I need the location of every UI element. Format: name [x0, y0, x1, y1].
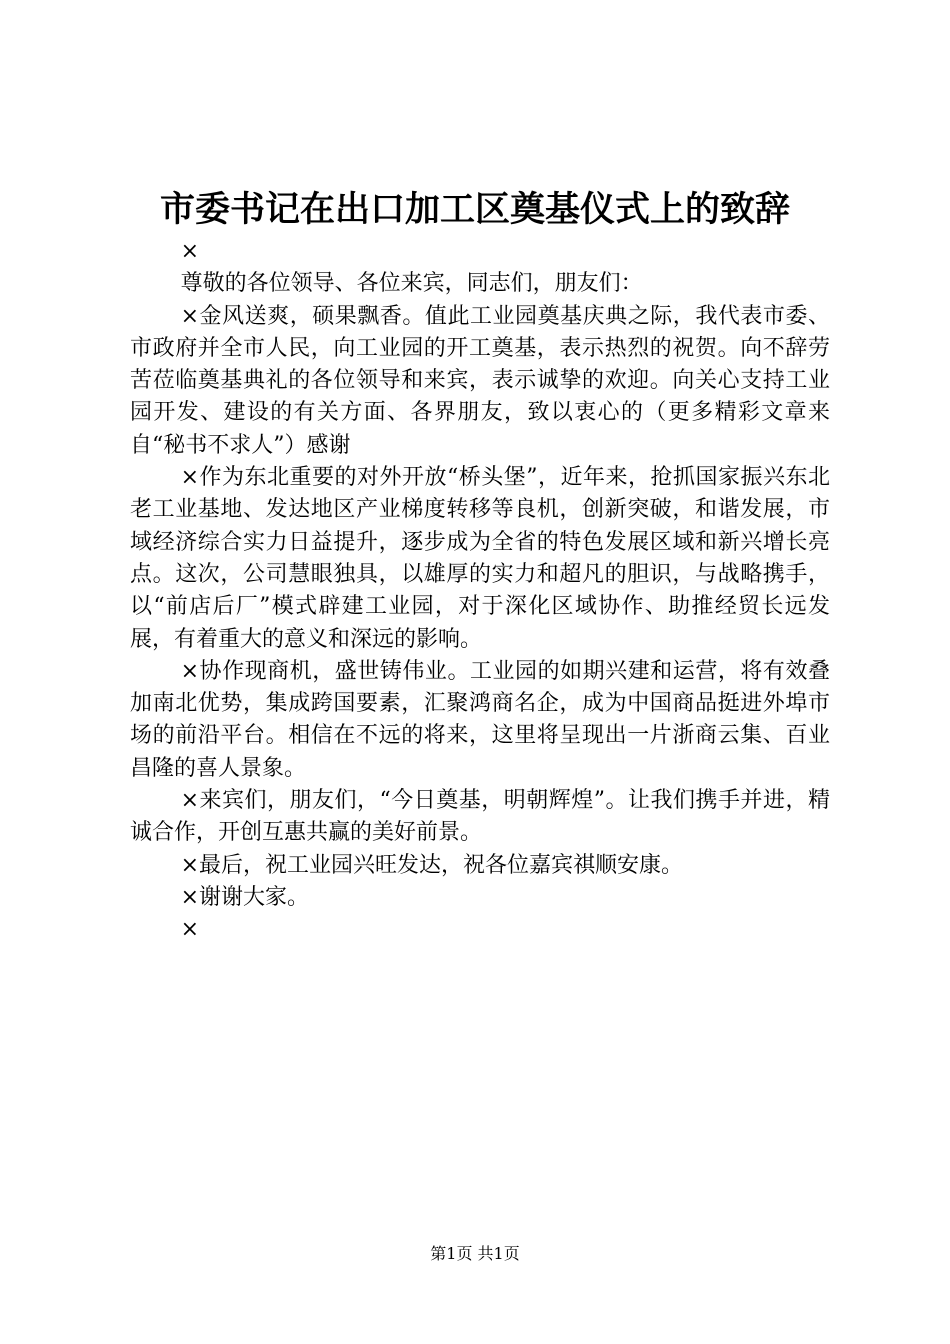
body-paragraph: ×协作现商机，盛世铸伟业。工业园的如期兴建和运营，将有效叠加南北优势，集成跨国要素，汇聚鸿商名企，成为中国商品挺进外埠市场的前沿平台。相信在不远的将来，这里将呈现出一片浙商云集、百业昌隆的喜人景象。	[130, 658, 830, 781]
closing-paragraph: ×谢谢大家。	[180, 884, 310, 910]
page-number-footer: 第1页 共1页	[430, 1244, 520, 1263]
body-paragraph: ×最后，祝工业园兴旺发达，祝各位嘉宾祺顺安康。	[180, 852, 684, 878]
body-paragraph: ×作为东北重要的对外开放“桥头堡”，近年来，抢抓国家振兴东北老工业基地、发达地区产业梯度转移等良机，创新突破，和谐发展，市域经济综合实力日益提升，逐步成为全省的特色发展区域和新兴增长亮点。这次，公司慧眼独具，以雄厚的实力和超凡的胆识，与战略携手，以“前店后厂”模式辟建工业园，对于深化区域协作、助推经贸长远发展，有着重大的意义和深远的影响。	[130, 465, 830, 652]
document-title: 市委书记在出口加工区奠基仪式上的致辞	[159, 189, 790, 230]
body-paragraph: ×来宾们，朋友们，“今日奠基，明朝辉煌”。让我们携手并进，精诚合作，开创互惠共赢的美好前景。	[130, 788, 830, 846]
body-paragraph: ×金风送爽，硕果飘香。值此工业园奠基庆典之际，我代表市委、市政府并全市人民，向工业园的开工奠基，表示热烈的祝贺。向不辞劳苦莅临奠基典礼的各位领导和来宾，表示诚挚的欢迎。向关心支持工业园开发、建设的有关方面、各界朋友，致以衷心的（更多精彩文章来自“秘书不求人”）感谢	[130, 303, 830, 458]
body-paragraph: ×	[180, 239, 200, 264]
salutation-paragraph: 尊敬的各位领导、各位来宾，同志们，朋友们：	[180, 271, 643, 297]
document-body	[130, 236, 830, 947]
body-paragraph: ×	[180, 917, 200, 943]
